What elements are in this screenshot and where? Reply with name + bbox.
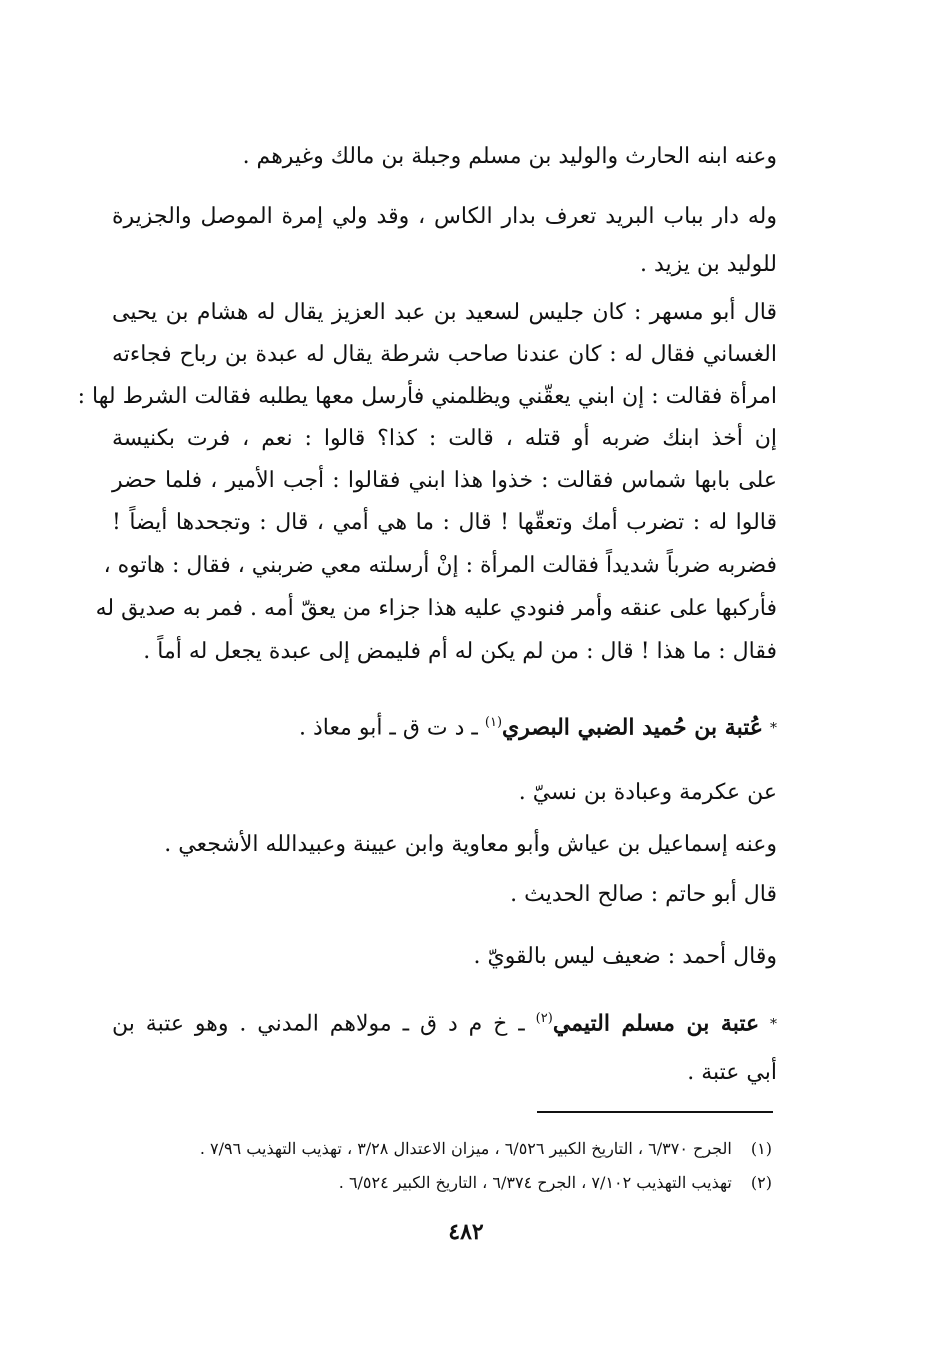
text-line: امرأة فقالت : إن ابني يعقّني ويظلمني فأرسل معها يطلبه فقالت الشرط لها : — [77, 384, 777, 409]
entry-star-icon: * — [770, 720, 777, 737]
text-line: الغساني فقال له : كان عندنا صاحب شرطة يقال له عبدة بن رباح فجاءته — [112, 342, 777, 367]
entry-sigla: ـ د ت ق ـ أبو معاذ . — [298, 715, 478, 741]
footnote-ref: (٢) — [535, 1011, 553, 1026]
footnote — [115, 1138, 772, 1160]
footnote-text: تهذيب التهذيب ٧/١٠٢ ، الجرح ٦/٣٧٤ ، التاريخ الكبير ٦/٥٢٤ . — [338, 1173, 732, 1192]
entry-star-icon: * — [770, 1016, 778, 1033]
text-line: وقال أحمد : ضعيف ليس بالقويّ . — [473, 944, 777, 969]
entry-heading — [299, 708, 777, 743]
entry-sigla: ـ خ م د ق ـ مولاهم المدني . وهو عتبة بن — [112, 1011, 525, 1037]
entry-heading — [112, 1004, 777, 1039]
text-line: وعنه إسماعيل بن عياش وأبو معاوية وابن عيينة وعبيدالله الأشجعي . — [164, 832, 777, 857]
text-line: قال أبو حاتم : صالح الحديث . — [510, 882, 777, 907]
footnote-text: الجرح ٦/٣٧٠ ، التاريخ الكبير ٦/٥٢٦ ، ميزان الاعتدال ٣/٢٨ ، تهذيب التهذيب ٧/٩٦ . — [199, 1139, 732, 1158]
text-line: قال أبو مسهر : كان جليس لسعيد بن عبد العزيز يقال له هشام بن يحيى — [112, 300, 777, 325]
footnote-divider — [537, 1111, 773, 1113]
text-line: قالوا له : تضرب أمك وتعقّها ! قال : ما هي أمي ، قال : وتجحدها أيضاً ! — [112, 510, 777, 535]
footnote — [115, 1172, 772, 1194]
text-line: فقال : ما هذا ! قال : من لم يكن له أم فليمض إلى عبدة يجعل له أماً . — [143, 639, 777, 664]
text-line: وله دار بباب البريد تعرف بدار الكاس ، وقد ولي إمرة الموصل والجزيرة — [112, 204, 777, 229]
text-line: فضربه ضرباً شديداً فقالت المرأة : إنْ أرسلته معي ضربني ، فقال : هاتوه ، — [103, 553, 777, 578]
text-line: للوليد بن يزيد . — [639, 252, 777, 277]
entry-name: عُتبة بن حُميد الضبي البصري — [502, 714, 763, 741]
text-line: على بابها شماس فقالت : خذوا هذا ابني فقالوا : أجب الأمير ، فلما حضر — [112, 468, 777, 493]
page-number: ٤٨٢ — [448, 1219, 484, 1245]
footnote-number: (٢) — [750, 1173, 772, 1192]
text-line: عن عكرمة وعبادة بن نسيّ . — [518, 780, 777, 805]
entry-name: عتبة بن مسلم التيمي — [552, 1010, 760, 1037]
text-line: وعنه ابنه الحارث والوليد بن مسلم وجبلة بن مالك وغيرهم . — [242, 144, 777, 169]
text-line: أبي عتبة . — [687, 1060, 777, 1085]
text-line: إن أخذ ابنك ضربه أو قتله ، قالت : كذا؟ قالوا : نعم ، فرت بكنيسة — [112, 426, 777, 451]
text-line: فأركبها على عنقه وأمر فنودي عليه هذا جزاء من يعقّ أمه . فمر به صديق له — [95, 596, 777, 621]
footnote-number: (١) — [750, 1139, 772, 1158]
footnote-ref: (١) — [484, 715, 503, 730]
